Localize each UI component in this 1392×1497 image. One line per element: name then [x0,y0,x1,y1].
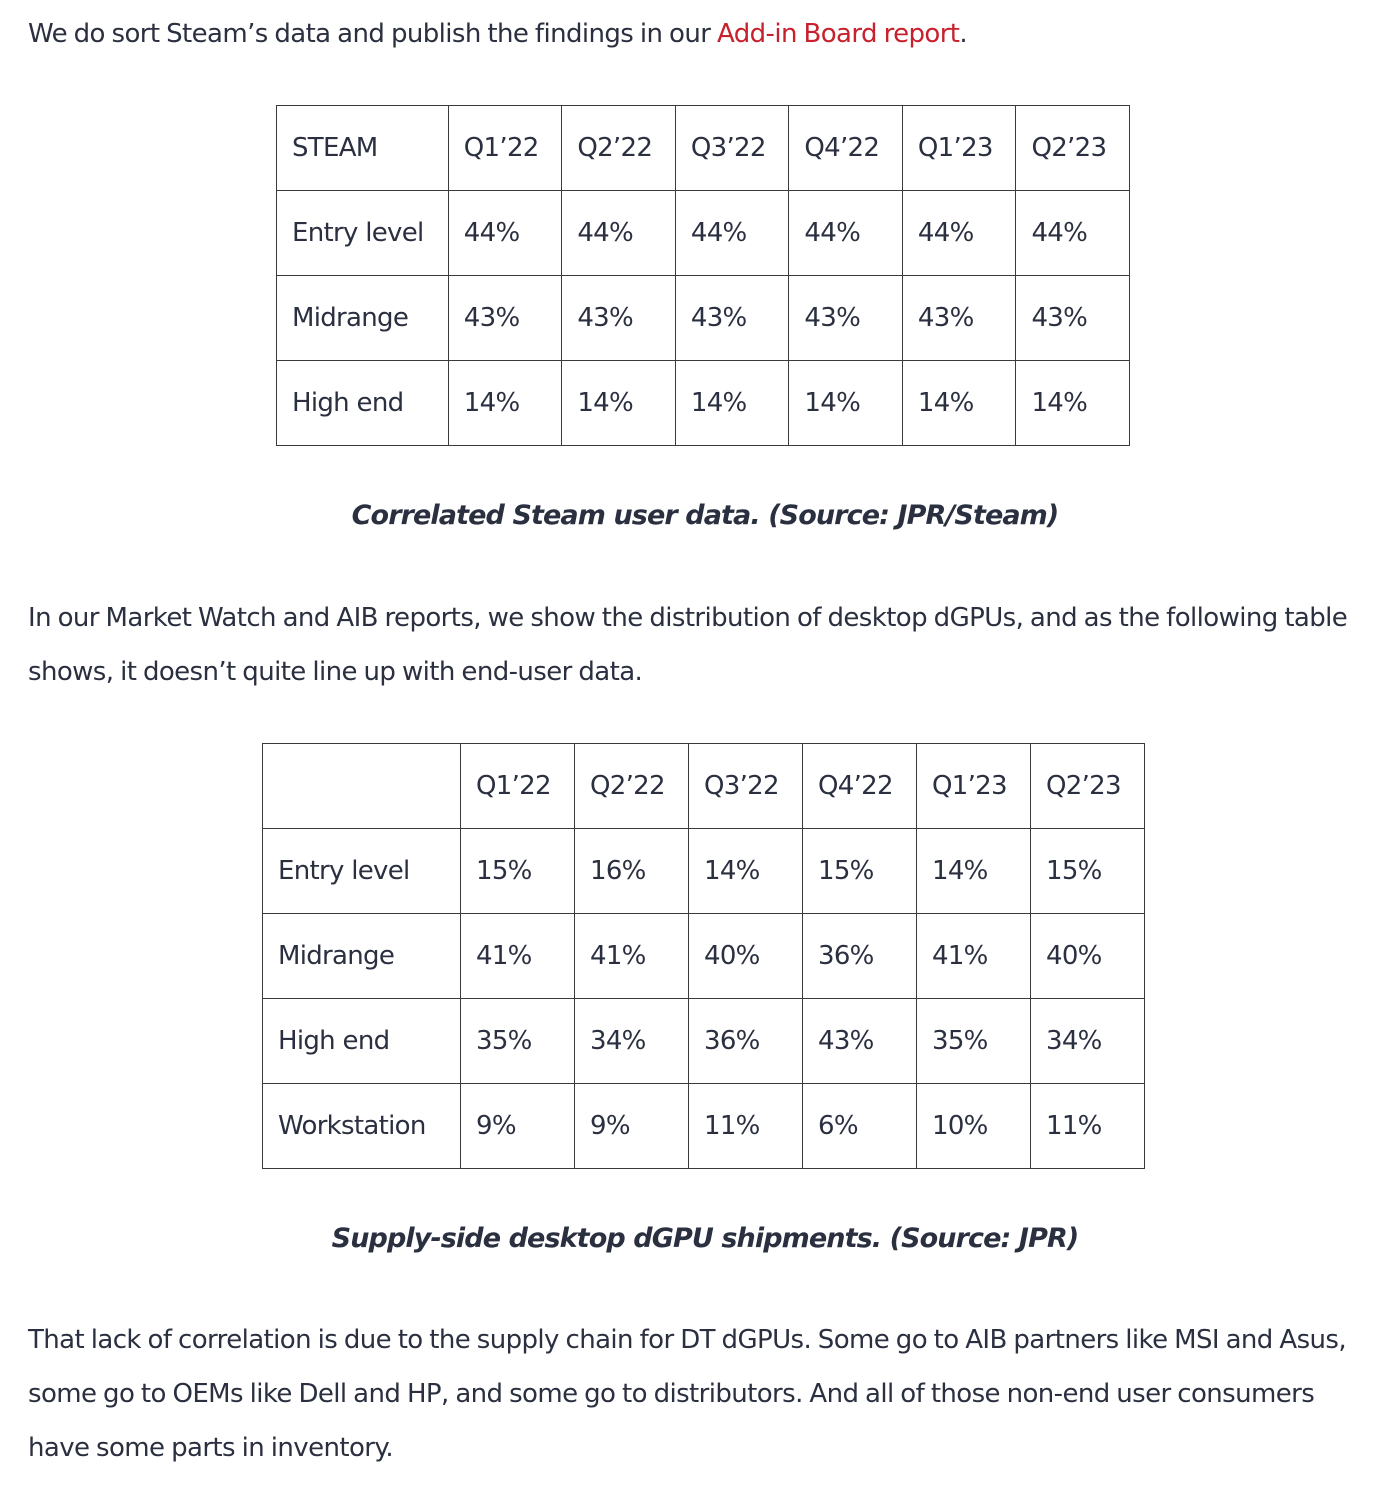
table-cell: 11% [689,1084,803,1169]
table-cell: 14% [1016,361,1130,446]
column-header: Q3’22 [689,744,803,829]
table-cell: 41% [575,914,689,999]
table-cell: 43% [902,276,1016,361]
table-cell: 44% [675,191,789,276]
table-row [263,999,1145,1084]
table-cell: 16% [575,829,689,914]
steam-table-caption: Correlated Steam user data. (Source: JPR/Steam) [351,500,1059,531]
column-header: Q1’22 [461,744,575,829]
table-cell: 41% [461,914,575,999]
table-cell: 41% [917,914,1031,999]
column-header: Q4’22 [803,744,917,829]
table-cell: 34% [1031,999,1145,1084]
table-cell: 34% [575,999,689,1084]
table-cell: 14% [562,361,676,446]
row-label: Entry level [277,191,449,276]
table-cell: 9% [461,1084,575,1169]
table-cell: 44% [789,191,903,276]
table-cell: 10% [917,1084,1031,1169]
table-row [277,276,1130,361]
table-cell: 40% [689,914,803,999]
table-cell: 36% [689,999,803,1084]
table-cell: 14% [917,829,1031,914]
table-cell: 11% [1031,1084,1145,1169]
table-cell: 40% [1031,914,1145,999]
table-header-row [277,106,1130,191]
column-header: Q1’23 [902,106,1016,191]
row-label: Entry level [263,829,461,914]
table-row [277,191,1130,276]
add-in-board-report-link[interactable]: Add-in Board report [717,19,960,49]
table-cell: 36% [803,914,917,999]
column-header: Q1’22 [448,106,562,191]
column-header: Q3’22 [675,106,789,191]
table-cell: 43% [1016,276,1130,361]
row-label: Workstation [263,1084,461,1169]
table-cell: 43% [675,276,789,361]
row-label: High end [263,999,461,1084]
column-header: Q2’23 [1016,106,1130,191]
supply-chain-paragraph: That lack of correlation is due to the supply chain for DT dGPUs. Some go to AIB partners like MSI and Asus, some go to OEMs like Dell and HP, and some go to distributors. And all of those non-end user consumers have some parts in inventory. [28,1325,1346,1463]
table-cell: 6% [803,1084,917,1169]
column-header: Q2’22 [575,744,689,829]
table-header-row [263,744,1145,829]
table-cell: 15% [461,829,575,914]
intro-paragraph [28,7,1378,61]
table-cell: 14% [448,361,562,446]
table-cell: 44% [448,191,562,276]
column-header: Q2’22 [562,106,676,191]
table-row [263,914,1145,999]
supply-table-caption: Supply-side desktop dGPU shipments. (Source: JPR) [331,1223,1079,1254]
table-cell: 35% [917,999,1031,1084]
column-header: Q1’23 [917,744,1031,829]
table-cell: 14% [902,361,1016,446]
table-cell: 43% [448,276,562,361]
table-corner-label: STEAM [277,106,449,191]
column-header: Q4’22 [789,106,903,191]
table-cell: 9% [575,1084,689,1169]
market-watch-paragraph: In our Market Watch and AIB reports, we show the distribution of desktop dGPUs, and as the following table shows, it doesn’t quite line up with end-user data. [28,603,1348,687]
table-cell: 44% [1016,191,1130,276]
table-cell: 15% [803,829,917,914]
table-row [277,361,1130,446]
table-cell: 43% [789,276,903,361]
table-row [263,1084,1145,1169]
intro-text: We do sort Steam’s data and publish the findings in our [28,19,717,49]
table-cell: 43% [562,276,676,361]
table-cell: 14% [689,829,803,914]
supply-side-shipments-table [262,743,1145,1169]
table-corner-label [263,744,461,829]
intro-text-end: . [959,19,968,49]
steam-user-data-table [276,105,1130,446]
table-cell: 14% [789,361,903,446]
table-cell: 14% [675,361,789,446]
table-cell: 43% [803,999,917,1084]
row-label: High end [277,361,449,446]
table-cell: 35% [461,999,575,1084]
table-cell: 44% [902,191,1016,276]
row-label: Midrange [277,276,449,361]
table-row [263,829,1145,914]
column-header: Q2’23 [1031,744,1145,829]
row-label: Midrange [263,914,461,999]
table-cell: 15% [1031,829,1145,914]
table-cell: 44% [562,191,676,276]
